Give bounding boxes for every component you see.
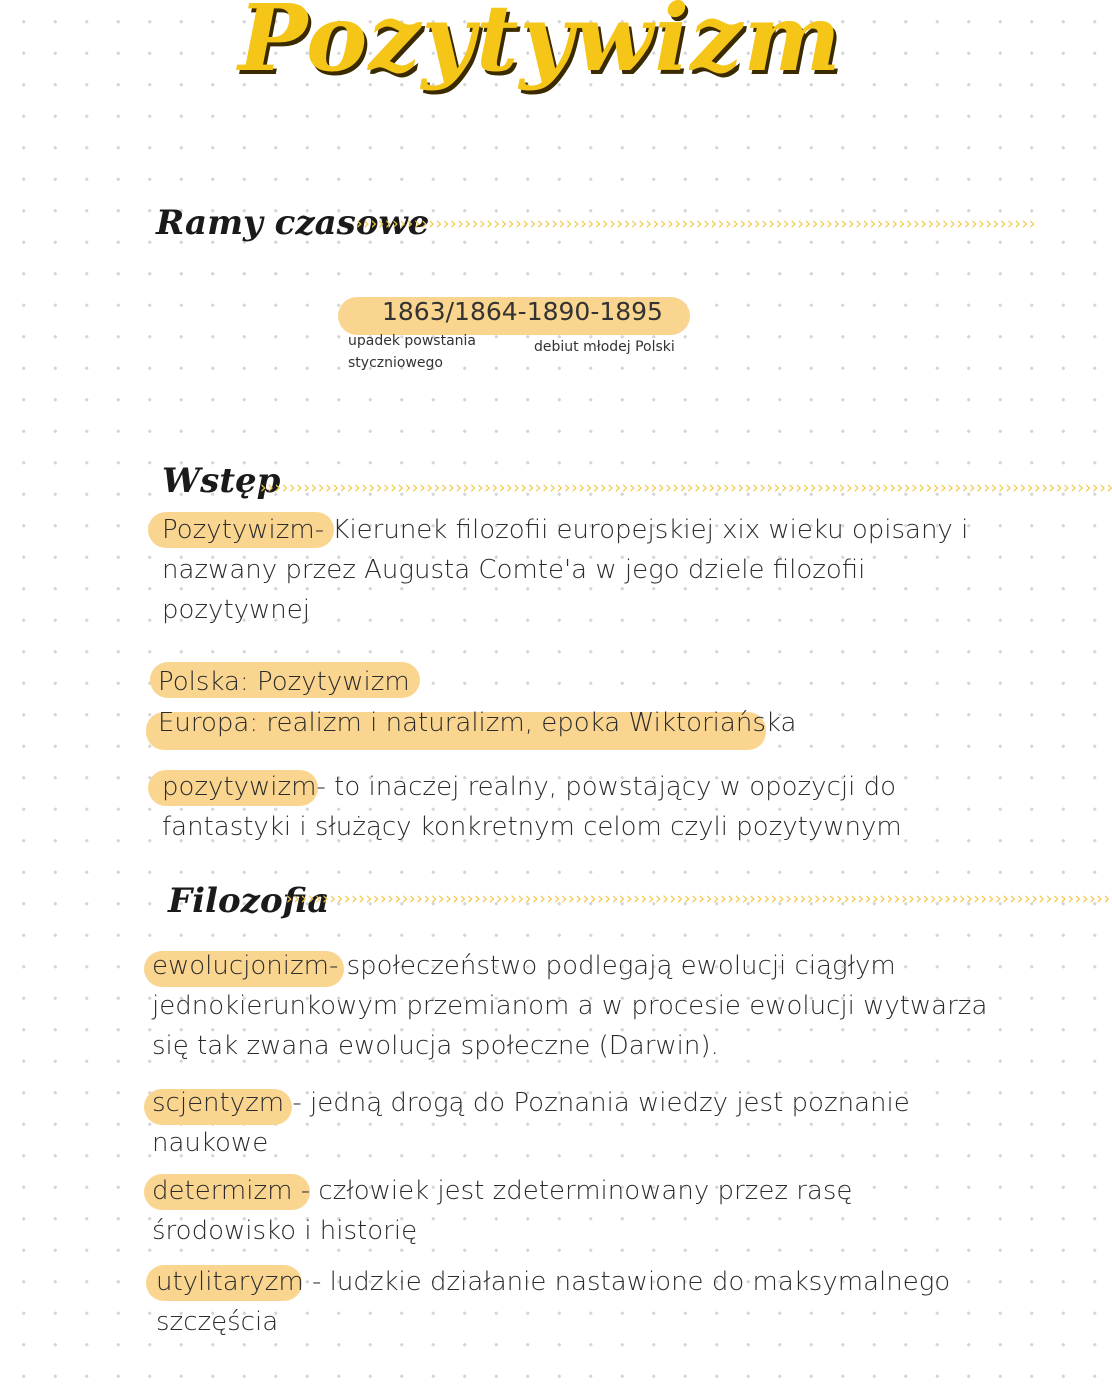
label-debiut: debiut młodej Polski: [534, 339, 675, 355]
det-line-2: środowisko i historię: [152, 1216, 418, 1246]
ewo-line-3: się tak zwana ewolucja społeczne (Darwin).: [152, 1031, 719, 1061]
definition-text: człowiek jest zdeterminowany przez rasę: [318, 1176, 853, 1206]
section-heading-ramy: Ramy czasowe: [156, 203, 430, 243]
label-styczniowego: styczniowego: [348, 355, 443, 371]
definition-text: ludzkie działanie nastawione do maksymalnego: [329, 1267, 951, 1297]
term-scjentyzm: scjentyzm -: [152, 1088, 302, 1118]
term-utylitaryzm: utylitaryzm -: [156, 1267, 322, 1297]
ewo-line-2: jednokierunkowym przemianom a w procesie ewolucji wytwarza: [152, 991, 988, 1021]
term-determizm: determizm -: [152, 1176, 311, 1206]
uty-line-2: szczęścia: [156, 1307, 279, 1337]
uty-line-1: [156, 1262, 950, 1302]
scj-line-1: [152, 1083, 910, 1123]
poz-line-2: fantastyki i służący konkretnym celom czyli pozytywnym: [162, 812, 902, 842]
arrow-divider: ››››››››››››››››››››››››››››››››››››››››››››››››››››››››››››››››››››››››››››››››››››››››››››››››››››››››››››››››››: [284, 889, 1109, 909]
definition-text: Kierunek filozofii europejskiej xix wieku opisany i: [332, 515, 969, 545]
section-heading-filozofia: Filozofia: [168, 881, 330, 921]
label-upadek: upadek powstania: [348, 333, 477, 349]
poz-line-1: [162, 767, 896, 807]
page-title: Pozytywizm: [238, 0, 842, 92]
polska-line: Polska: Pozytywizm: [158, 667, 410, 697]
term-pozytywizm: Pozytywizm-: [162, 515, 325, 545]
scj-line-2: naukowe: [152, 1128, 269, 1158]
definition-text: jedną drogą do Poznania wiedzy jest poznanie: [310, 1088, 910, 1118]
def-line-3: pozytywnej: [162, 595, 310, 625]
def-line-2: nazwany przez Augusta Comte'a w jego dziele filozofii: [162, 555, 866, 585]
term-ewolucjonizm: ewolucjonizm-: [152, 951, 339, 981]
section-heading-wstep: Wstęp: [162, 461, 281, 501]
europa-line: Europa: realizm i naturalizm, epoka Wiktoriańska: [158, 708, 797, 738]
arrow-divider: ››››››››››››››››››››››››››››››››››››››››››››››››››››››››››››››››››››››››››››››››››››››››››››››: [354, 214, 1035, 234]
definition-text: to inaczej realny, powstający w opozycji do: [334, 772, 896, 802]
definition-text: społeczeństwo podlegają ewolucji ciągłym: [346, 951, 896, 981]
def-line-1: [162, 510, 968, 550]
det-line-1: [152, 1171, 852, 1211]
term-pozytywizm-lower: pozytywizm-: [162, 772, 326, 802]
arrow-divider: ››››››››››››››››››››››››››››››››››››››››››››››››››››››››››››››››››››››››››››››››››››››››››››››››››››››››››››››››››››››: [258, 478, 1112, 498]
timeline-dates: 1863/1864-1890-1895: [382, 297, 663, 326]
ewo-line-1: [152, 946, 896, 986]
